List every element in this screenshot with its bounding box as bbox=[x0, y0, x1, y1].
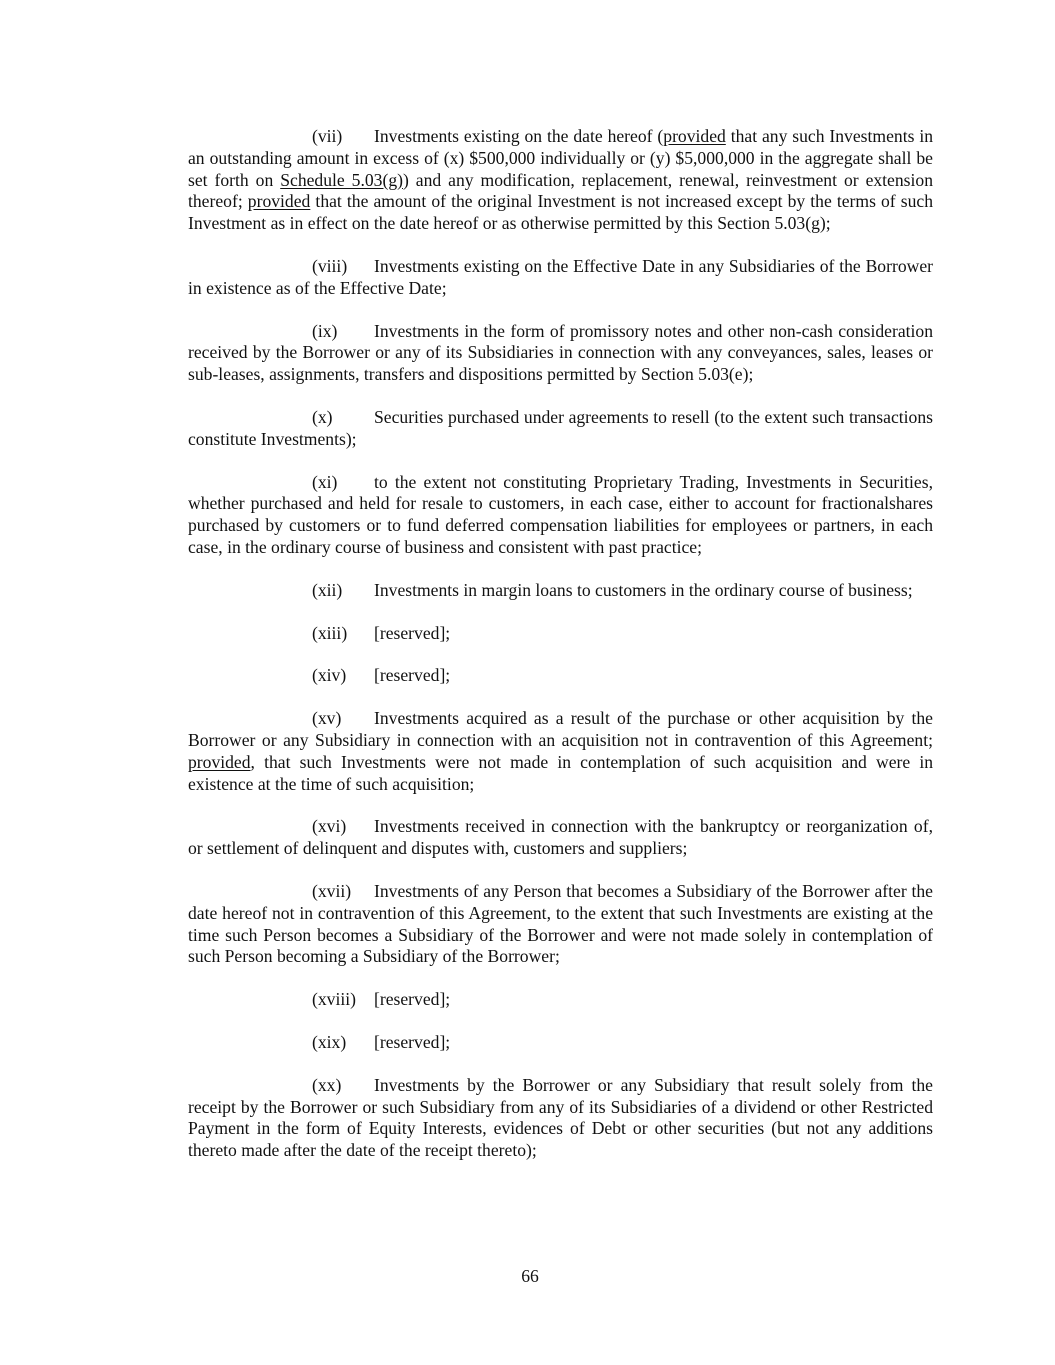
clause-text: [reserved]; bbox=[374, 1031, 451, 1052]
clause-text: that the amount of the original Investment is not increased except by the terms of such Investment as in effect on the date hereof or as otherwise permitted by this Section 5.03(g); bbox=[188, 191, 934, 234]
clause-item bbox=[188, 623, 933, 645]
clause-text: [reserved]; bbox=[374, 622, 451, 643]
clause-item bbox=[188, 580, 933, 602]
clause-label: (xii) bbox=[312, 579, 343, 600]
clause-label: (xiv) bbox=[312, 665, 347, 686]
clause-label: (xviii) bbox=[312, 989, 356, 1010]
clause-text: [reserved]; bbox=[374, 989, 451, 1010]
clause-item bbox=[188, 1032, 933, 1054]
clause-text: ) and any modification, replacement, renewal, reinvestment or extension thereof; bbox=[188, 169, 933, 212]
clause-text: Investments existing on the date hereof ( bbox=[374, 126, 664, 146]
clause-text: Investments received in connection with the bankruptcy or reorganization of, or settlement of delinquent and disputes with, customers and suppliers; bbox=[188, 816, 933, 859]
clause-text: [reserved]; bbox=[374, 665, 451, 686]
clause-text: Investments by the Borrower or any Subsidiary that result solely from the receipt by the Borrower or such Subsidiary from any of its Subsidiaries of a dividend or other Restricted Payment in the form of Equity Interests, evidences of Debt or other securities (but not any additions thereto made after the date of the receipt thereto); bbox=[188, 1074, 933, 1161]
clause-text: that any such Investments in an outstanding amount in excess of (x) $500,000 individually or (y) $5,000,000 in the aggregate shall be set forth on bbox=[188, 126, 934, 190]
clause-text: Securities purchased under agreements to resell (to the extent such transactions constitute Investments); bbox=[188, 406, 933, 449]
clause-label: (xx) bbox=[312, 1074, 342, 1095]
clause-label: (x) bbox=[312, 406, 333, 427]
clause-item bbox=[188, 1075, 933, 1162]
clause-text: Investments in the form of promissory notes and other non-cash consideration received by the Borrower or any of its Subsidiaries in connection with any conveyances, sales, leases or sub-leases, assignments, transfers and dispositions permitted by Section 5.03(e); bbox=[188, 320, 933, 385]
clause-label: (xvii) bbox=[312, 880, 352, 901]
clause-item bbox=[188, 126, 933, 235]
clause-label: (xiii) bbox=[312, 622, 348, 643]
clause-label: (vii) bbox=[312, 126, 343, 146]
underlined-term: provided bbox=[663, 126, 726, 146]
underlined-term: Schedule 5.03(g) bbox=[280, 169, 403, 190]
clause-list bbox=[188, 126, 933, 1162]
clause-text: Investments in margin loans to customers in the ordinary course of business; bbox=[374, 579, 913, 600]
document-page bbox=[188, 126, 933, 1183]
clause-item bbox=[188, 881, 933, 968]
clause-label: (xv) bbox=[312, 708, 342, 729]
clause-label: (xvi) bbox=[312, 816, 347, 837]
clause-label: (xix) bbox=[312, 1031, 347, 1052]
clause-item bbox=[188, 816, 933, 860]
clause-item bbox=[188, 321, 933, 386]
page-number: 66 bbox=[521, 1266, 539, 1286]
clause-item bbox=[188, 472, 933, 559]
clause-item bbox=[188, 256, 933, 300]
clause-item bbox=[188, 989, 933, 1011]
clause-text: Investments acquired as a result of the purchase or other acquisition by the Borrower or any Subsidiary in connection with an acquisition not in contravention of this Agreement; bbox=[188, 708, 933, 750]
clause-item bbox=[188, 665, 933, 687]
underlined-term: provided bbox=[247, 191, 311, 212]
clause-label: (xi) bbox=[312, 471, 338, 492]
clause-text: Investments of any Person that becomes a Subsidiary of the Borrower after the date hereof not in contravention of this Agreement, to the extent that such Investments are existing at the time such Person becomes a Subsidiary of the Borrower and were not made solely in contemplation of such Person becoming a Subsidiary of the Borrower; bbox=[188, 880, 933, 967]
clause-text: Investments existing on the Effective Date in any Subsidiaries of the Borrower in existence as of the Effective Date; bbox=[188, 255, 933, 298]
clause-text: , that such Investments were not made in contemplation of such acquisition and were in existence at the time of such acquisition; bbox=[188, 751, 933, 794]
clause-item bbox=[188, 407, 933, 451]
clause-label: (ix) bbox=[312, 320, 338, 341]
underlined-term: provided bbox=[188, 751, 251, 772]
clause-text: to the extent not constituting Proprietary Trading, Investments in Securities, whether purchased and held for resale to customers, in each case, either to account for fractionalshares purchased by customers or to fund deferred compensation liabilities for employees or partners, in each case, in the ordinary course of business and consistent with past practice; bbox=[188, 471, 933, 557]
clause-label: (viii) bbox=[312, 255, 348, 276]
clause-item bbox=[188, 708, 933, 795]
